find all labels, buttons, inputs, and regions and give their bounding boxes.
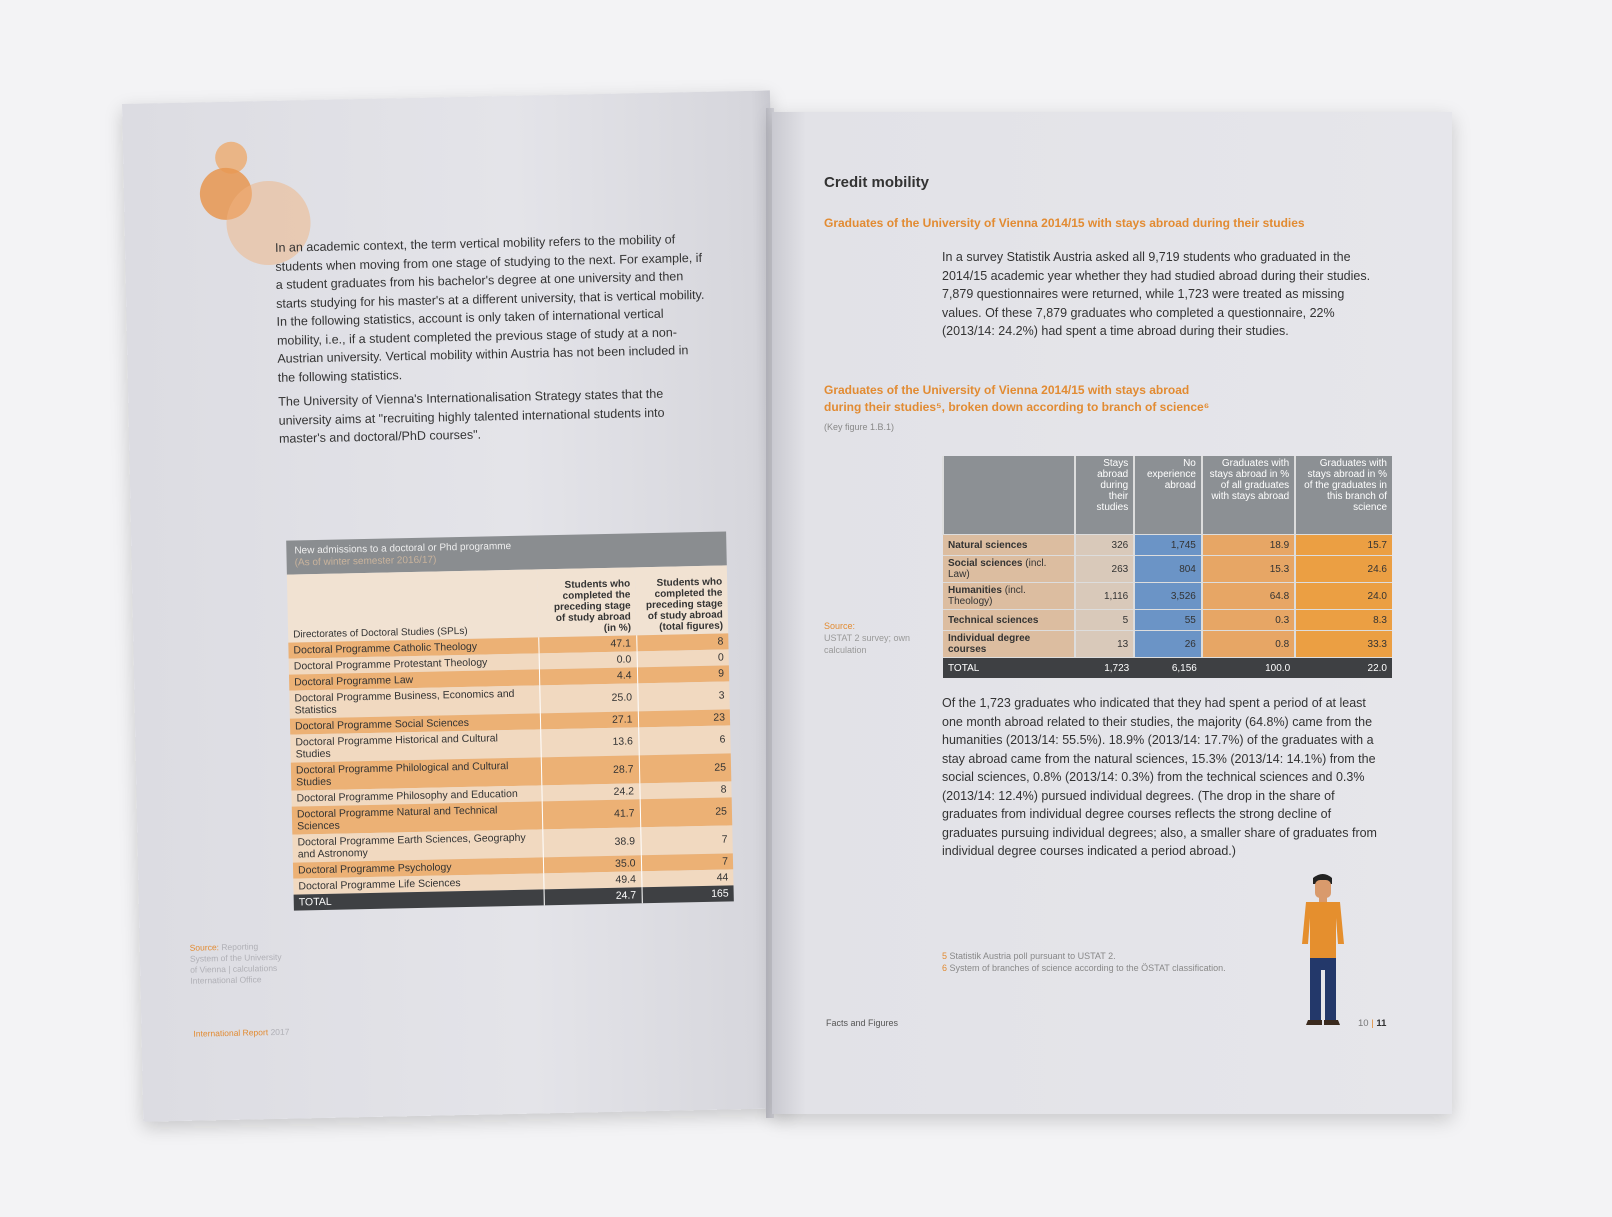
- row-total: 9: [637, 665, 729, 683]
- total-pct: 24.7: [544, 887, 642, 905]
- col-header-directorate: Directorates of Doctoral Studies (SPLs): [287, 569, 538, 642]
- table-row: [943, 583, 1392, 610]
- row-pct: 28.7: [541, 755, 640, 785]
- cell-pct-all: 0.8: [1202, 631, 1295, 658]
- key-figure-note: (Key figure 1.B.1): [824, 422, 895, 432]
- footnote-number: 6: [942, 963, 948, 973]
- row-name: Natural sciences: [948, 539, 1028, 551]
- row-name: Doctoral Programme Social Sciences: [290, 713, 540, 734]
- table-title: New admissions to a doctoral or Phd programme: [294, 540, 512, 557]
- row-total: 0: [637, 649, 729, 667]
- footnote-text: Statistik Austria poll pursuant to USTAT 2.: [949, 951, 1116, 961]
- intro-paragraph: In an academic context, the term vertical mobility refers to the mobility of students when moving from one stage of studying to the next. For example, if a student graduates from his bachelor's degree at one university and then starts studying for his master's at a different university, that is vertical mobility. In the following statistics, account is only taken of international vertical mobility, i.e., if a student completed the previous stage of study at a non-Austrian university. Vertical mobility within Austria has not been included in the following statistics.: [274, 232, 705, 385]
- cell-stays: 13: [1075, 631, 1134, 658]
- cell-pct-all: 15.3: [1202, 556, 1295, 583]
- table-total-row: [943, 658, 1392, 679]
- row-total: 8: [639, 781, 731, 799]
- row-total: 8: [636, 633, 728, 651]
- table-row: [943, 535, 1392, 556]
- table-subtitle: (As of winter semester 2016/17): [294, 554, 437, 569]
- survey-paragraph: In a survey Statistik Austria asked all 9,719 students who graduated in the 2014/15 academic year whether they had studied abroad during their studies. 7,879 questionnaires were returned, while 1,723 were treated as missing values. Of these 7,879 graduates who completed a questionnaire, 22% (2013/14: 24.2%) had spent a time abroad during their studies.: [942, 250, 1371, 338]
- page-number-left: 10: [1358, 1018, 1369, 1029]
- left-source-note: [190, 941, 286, 987]
- row-pct: 41.7: [542, 799, 641, 829]
- row-name: Doctoral Programme Philological and Cultural Studies: [291, 757, 542, 790]
- left-page: [122, 90, 791, 1121]
- page-number-right: 11: [1376, 1018, 1387, 1029]
- total-label: TOTAL: [943, 658, 1075, 679]
- row-pct: 13.6: [540, 727, 639, 757]
- row-pct: 24.2: [541, 783, 639, 801]
- footer-year: 2017: [270, 1026, 290, 1038]
- footnotes: [942, 950, 1226, 974]
- right-page: [772, 112, 1452, 1114]
- total-count: 165: [642, 885, 734, 903]
- row-pct: 25.0: [539, 683, 638, 713]
- row-name: Doctoral Programme Life Sciences: [293, 873, 543, 894]
- table-row: [943, 610, 1392, 631]
- row-note: (incl. Theology): [948, 585, 1026, 607]
- section-subheading: Graduates of the University of Vienna 2014/15 with stays abroad during their studies: [824, 216, 1305, 230]
- source-label: Source:: [824, 621, 856, 631]
- cell-pct-branch: 8.3: [1295, 610, 1392, 631]
- left-footer: [193, 1027, 289, 1039]
- table-title: Graduates of the University of Vienna 2014/15 with stays abroad during their studies⁵, broken down according to branch of science⁶: [824, 383, 1210, 414]
- footnote-number: 5: [942, 951, 948, 961]
- total-label: TOTAL: [294, 889, 544, 910]
- footnote-text: System of branches of science according to the ÖSTAT classification.: [949, 963, 1226, 973]
- source-text: USTAT 2 survey; own calculation: [824, 633, 911, 655]
- row-note: (incl. Law): [948, 558, 1047, 580]
- cell-pct-all: 18.9: [1202, 535, 1295, 556]
- row-total: 44: [641, 869, 733, 887]
- page-separator: |: [1371, 1018, 1374, 1029]
- source-label: Source:: [189, 942, 220, 953]
- row-pct: 38.9: [542, 827, 641, 857]
- table-row: [943, 556, 1392, 583]
- cell-no-exp: 1,745: [1134, 535, 1202, 556]
- row-pct: 47.1: [538, 635, 636, 653]
- cell-pct-all: 64.8: [1202, 583, 1295, 610]
- row-name: Doctoral Programme Natural and Technical Sciences: [292, 801, 543, 834]
- cell-pct-all: 0.3: [1202, 610, 1295, 631]
- col-header-stays-abroad: Stays abroad during their studies: [1075, 456, 1134, 535]
- row-total: 6: [638, 725, 731, 755]
- footnote: [942, 950, 1226, 962]
- row-pct: 35.0: [543, 855, 641, 873]
- total-pct-branch: 22.0: [1295, 658, 1392, 679]
- row-name: Doctoral Programme Historical and Cultural Studies: [290, 729, 541, 762]
- person-illustration: [1298, 872, 1348, 1032]
- cell-pct-branch: 24.0: [1295, 583, 1392, 610]
- table-row: [943, 631, 1392, 658]
- analysis-paragraph: Of the 1,723 graduates who indicated that they had spent a period of at least one month abroad related to their studies, the majority (64.8%) came from the humanities (2013/14: 55.5%). 18.9% (2013/14: 17.7%) of the graduates with a stay abroad came from the natural sciences, 15.3% (2013/14: 14.1%) from the social sciences, 0.8% (2013/14: 0.3%) from the technical sciences and 0.3% (2013/14: 12.4%) pursued individual degrees. (The drop in the share of graduates from individual degree courses reflects the strong decline of graduates pursuing individual degrees; also, a smaller share of graduates from individual degree courses indicated a period abroad.): [942, 696, 1377, 858]
- row-total: 7: [641, 853, 733, 871]
- footer-title: International Report: [193, 1027, 269, 1039]
- total-stays: 1,723: [1075, 658, 1134, 679]
- cell-no-exp: 3,526: [1134, 583, 1202, 610]
- branch-of-science-table: [942, 456, 1392, 678]
- total-no-exp: 6,156: [1134, 658, 1202, 679]
- row-total: 25: [640, 797, 733, 827]
- row-name: Doctoral Programme Law: [289, 669, 539, 690]
- row-pct: 27.1: [540, 711, 638, 729]
- corner-header-cell: [943, 456, 1075, 535]
- right-source-note: [824, 620, 924, 656]
- row-name: Technical sciences: [948, 614, 1039, 626]
- page-numbers: [1358, 1018, 1386, 1029]
- row-name: Doctoral Programme Earth Sciences, Geography and Astronomy: [292, 829, 543, 862]
- cell-pct-branch: 24.6: [1295, 556, 1392, 583]
- section-heading: Credit mobility: [824, 174, 930, 191]
- col-header-pct-all: Graduates with stays abroad in % of all graduates with stays abroad: [1202, 456, 1295, 535]
- col-header-total: Students who completed the preceding stage of study abroad (total figures): [635, 565, 728, 635]
- row-total: 25: [639, 753, 732, 783]
- col-header-no-experience: No experience abroad: [1134, 456, 1202, 535]
- cell-pct-branch: 15.7: [1295, 535, 1392, 556]
- right-footer-section: Facts and Figures: [826, 1018, 899, 1028]
- cell-stays: 326: [1075, 535, 1134, 556]
- row-name: Doctoral Programme Catholic Theology: [288, 637, 538, 658]
- doctoral-admissions-table: [286, 531, 734, 910]
- cell-stays: 5: [1075, 610, 1134, 631]
- total-pct-all: 100.0: [1202, 658, 1295, 679]
- source-text: Reporting System of the University of Vienna | calculations International Office: [189, 941, 282, 986]
- row-total: 3: [637, 681, 730, 711]
- col-header-pct: Students who completed the preceding stage of study abroad (in %): [537, 567, 636, 637]
- col-header-pct-branch: Graduates with stays abroad in % of the graduates in this branch of science: [1295, 456, 1392, 535]
- row-pct: 49.4: [543, 871, 641, 889]
- cell-no-exp: 26: [1134, 631, 1202, 658]
- row-name: Humanities: [948, 585, 1002, 596]
- cell-no-exp: 804: [1134, 556, 1202, 583]
- row-pct: 0.0: [539, 651, 637, 669]
- row-total: 7: [640, 825, 733, 855]
- row-name: Doctoral Programme Psychology: [293, 857, 543, 878]
- row-total: 23: [638, 709, 730, 727]
- cell-stays: 1,116: [1075, 583, 1134, 610]
- row-name: Individual degree courses: [948, 633, 1031, 655]
- strategy-paragraph: The University of Vienna's Internationalisation Strategy states that the university aims at "recruiting highly talented international students into master's and doctoral/PhD courses".: [278, 386, 665, 446]
- row-name: Doctoral Programme Business, Economics and Statistics: [289, 685, 540, 718]
- row-name: Doctoral Programme Philosophy and Education: [291, 785, 541, 806]
- row-name: Doctoral Programme Protestant Theology: [289, 653, 539, 674]
- row-name: Social sciences: [948, 558, 1023, 569]
- cell-no-exp: 55: [1134, 610, 1202, 631]
- cell-stays: 263: [1075, 556, 1134, 583]
- footnote: [942, 962, 1226, 974]
- row-pct: 4.4: [539, 667, 637, 685]
- cell-pct-branch: 33.3: [1295, 631, 1392, 658]
